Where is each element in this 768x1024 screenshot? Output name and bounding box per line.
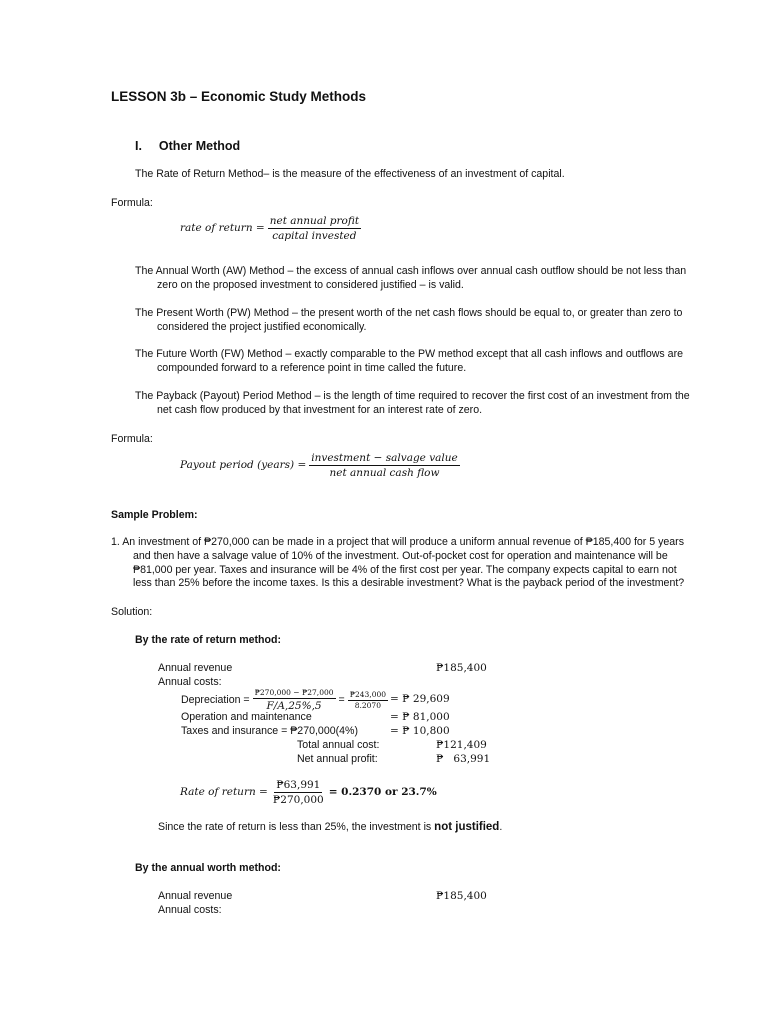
section-title: Other Method <box>158 139 241 153</box>
formula-ror-fraction <box>268 214 361 243</box>
conclusion-period: . <box>499 821 503 833</box>
aw-method-heading: By the annual worth method: <box>135 862 281 874</box>
rate-numerator: ₱63,991 <box>274 778 322 793</box>
total-cost-value: ₱121,409 <box>436 739 487 751</box>
formula-rate-of-return <box>180 214 361 243</box>
fw-method-definition <box>135 348 695 376</box>
aw-line-2: zero on the proposed investment to considered justified – is valid. <box>157 278 464 291</box>
lesson-title: LESSON 3b – Economic Study Methods <box>111 89 367 104</box>
section-number: I. <box>135 139 142 153</box>
depreciation-fraction-1 <box>253 688 336 713</box>
rate-lhs: Rate of return = <box>180 785 268 798</box>
om-label: Operation and maintenance <box>181 711 312 723</box>
aw-method-definition <box>135 265 695 293</box>
taxes-label: Taxes and insurance = ₱270,000(4%) <box>181 725 358 737</box>
payback-line-1: The Payback (Payout) Period Method – is the length of time required to recover the first cost of an investment from the <box>135 390 690 402</box>
rate-denominator: ₱270,000 <box>272 794 324 807</box>
depreciation-fraction-2 <box>348 690 388 711</box>
aw-annual-revenue-label: Annual revenue <box>158 890 233 902</box>
ror-annual-revenue-label: Annual revenue <box>158 662 233 674</box>
formula-ror-lhs: rate of return = <box>180 221 265 234</box>
formula-payout-lhs: Payout period (years) = <box>180 458 307 471</box>
depreciation-label: Depreciation = <box>181 693 250 706</box>
depreciation-equals: = <box>338 693 345 706</box>
depreciation-frac2-den: 8.2070 <box>354 701 381 711</box>
formula-ror-numerator: net annual profit <box>268 214 361 229</box>
ror-method-heading: By the rate of return method: <box>135 634 281 646</box>
depreciation-frac2-num: ₱243,000 <box>348 690 388 701</box>
sample-problem-heading: Sample Problem: <box>111 509 198 521</box>
taxes-value: = ₱ 10,800 <box>390 725 450 737</box>
rate-fraction <box>271 778 326 807</box>
pw-line-2: considered the project justified economically. <box>157 320 367 333</box>
pw-method-definition <box>135 307 695 335</box>
net-profit-label: Net annual profit: <box>297 753 378 765</box>
problem-line-2: and then have a salvage value of 10% of the investment. Out-of-pocket cost for operation and maintenance will be <box>133 549 668 562</box>
pw-line-1: The Present Worth (PW) Method – the present worth of the net cash flows should be equal to, or greater than zero to <box>135 307 683 319</box>
formula-payout-fraction <box>309 451 460 480</box>
formula-payout-period <box>180 451 460 480</box>
depreciation-value: = ₱ 29,609 <box>390 693 450 705</box>
depreciation-row <box>181 688 388 713</box>
formula-payout-numerator: investment − salvage value <box>309 451 460 466</box>
rate-result: = 0.2370 or 23.7% <box>328 785 437 798</box>
payback-method-definition <box>135 390 695 418</box>
conclusion-text: Since the rate of return is less than 25%, the investment is <box>158 821 435 833</box>
fw-line-1: The Future Worth (FW) Method – exactly comparable to the PW method except that all cash inflows and outflows are <box>135 348 683 360</box>
ror-annual-costs-label: Annual costs: <box>158 676 222 688</box>
fw-line-2: compounded forward to a reference point in time called the future. <box>157 361 467 374</box>
conclusion-emphasis: not justified <box>434 821 500 833</box>
rate-of-return-calculation <box>180 778 437 807</box>
ror-definition: The Rate of Return Method– is the measure of the effectiveness of an investment of capital. <box>135 168 565 180</box>
ror-annual-revenue-value: ₱185,400 <box>436 662 487 674</box>
problem-statement <box>111 536 701 591</box>
solution-label: Solution: <box>111 606 153 618</box>
depreciation-frac1-den: F/A,25%,5 <box>266 700 322 713</box>
aw-annual-revenue-value: ₱185,400 <box>436 890 487 902</box>
net-profit-value: ₱ 63,991 <box>436 753 491 765</box>
section-heading <box>135 138 240 154</box>
formula-label-1: Formula: <box>111 197 153 209</box>
aw-line-1: The Annual Worth (AW) Method – the excess of annual cash inflows over annual cash outflow should be not less than <box>135 265 687 277</box>
total-cost-label: Total annual cost: <box>297 739 380 751</box>
aw-annual-costs-label: Annual costs: <box>158 904 222 916</box>
problem-line-3: ₱81,000 per year. Taxes and insurance will be 4% of the first cost per year. The company expects capital to earn not <box>133 563 677 576</box>
problem-line-1: 1. An investment of ₱270,000 can be made in a project that will produce a uniform annual revenue of ₱185,400 for 5 years <box>111 536 685 548</box>
payback-line-2: net cash flow produced by that investment for an interest rate of zero. <box>157 403 483 416</box>
formula-label-2: Formula: <box>111 433 153 445</box>
om-value: = ₱ 81,000 <box>390 711 450 723</box>
ror-conclusion <box>158 820 502 835</box>
formula-payout-denominator: net annual cash flow <box>329 467 440 480</box>
formula-ror-denominator: capital invested <box>272 230 357 243</box>
problem-line-4: less than 25% before the income taxes. Is this a desirable investment? What is the payback period of the investment? <box>133 577 685 590</box>
depreciation-frac1-num: ₱270,000 − ₱27,000 <box>253 688 336 699</box>
